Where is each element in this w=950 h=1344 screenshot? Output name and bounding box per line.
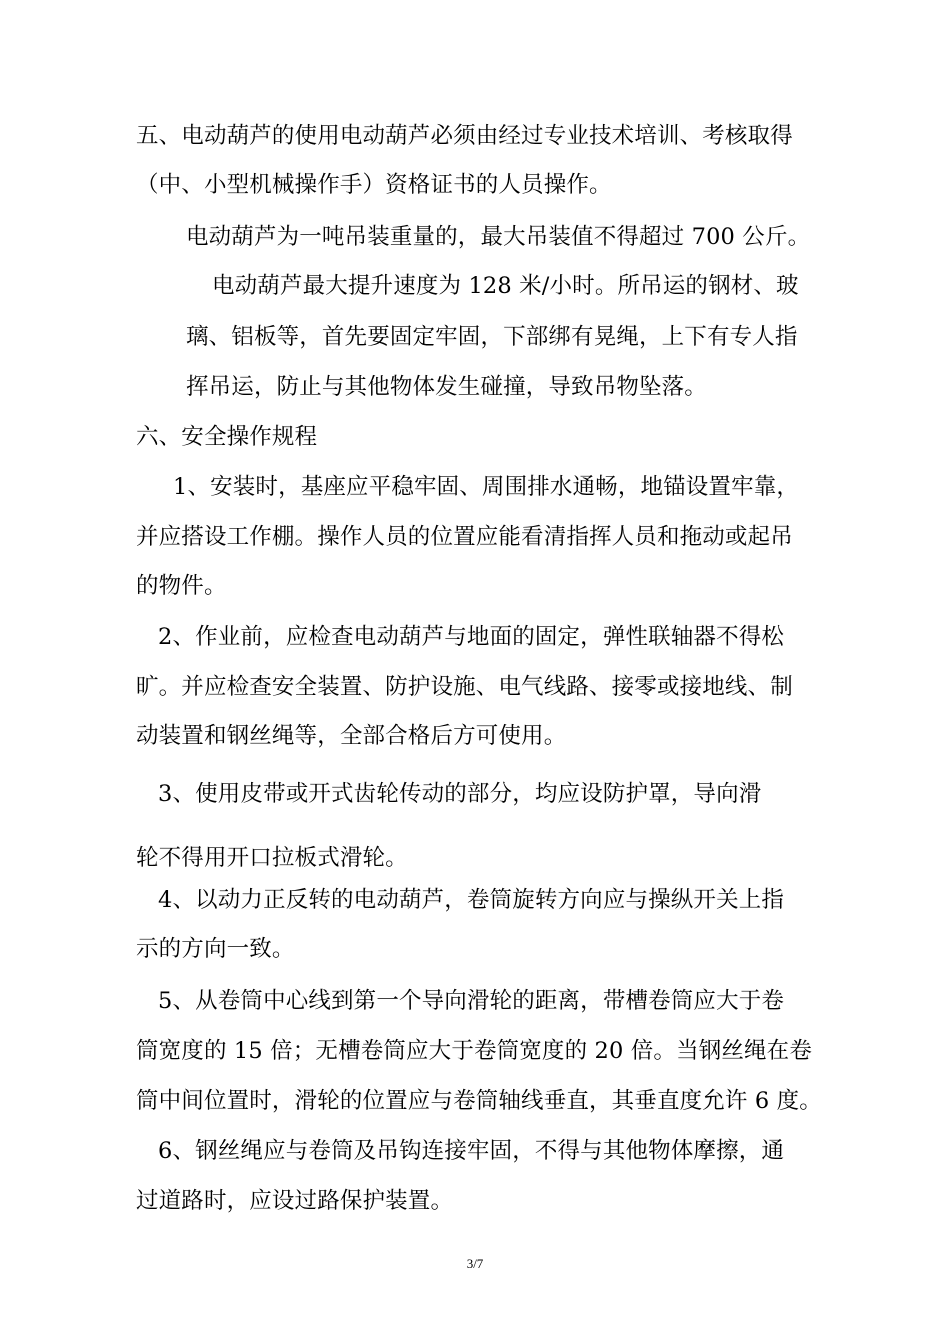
- text-line: 6、钢丝绳应与卷筒及吊钩连接牢固，不得与其他物体摩擦，通: [158, 1138, 785, 1164]
- text-line: 璃、铝板等，首先要固定牢固，下部绑有晃绳，上下有专人指: [186, 324, 798, 350]
- page-number: 3/7: [466, 1256, 484, 1271]
- text-line: 并应搭设工作棚。操作人员的位置应能看清指挥人员和拖动或起吊: [136, 524, 793, 550]
- text-line: 筒中间位置时，滑轮的位置应与卷筒轴线垂直，其垂直度允许 6 度。: [136, 1088, 822, 1114]
- text-line: 3、使用皮带或开式齿轮传动的部分，均应设防护罩，导向滑: [158, 781, 762, 807]
- text-line: 1、安装时，基座应平稳牢固、周围排水通畅，地锚设置牢靠，: [173, 474, 800, 500]
- text-line: 旷。并应检查安全装置、防护设施、电气线路、接零或接地线、制: [136, 674, 793, 700]
- text-line: 电动葫芦最大提升速度为 128 米/小时。所吊运的钢材、玻: [212, 273, 799, 299]
- text-line: 动装置和钢丝绳等，全部合格后方可使用。: [136, 723, 567, 749]
- section-heading: 六、安全操作规程: [136, 424, 318, 450]
- text-line: 示的方向一致。: [136, 936, 295, 962]
- text-line: 筒宽度的 15 倍；无槽卷筒应大于卷筒宽度的 20 倍。当钢丝绳在卷: [136, 1038, 812, 1064]
- text-line: 挥吊运，防止与其他物体发生碰撞，导致吊物坠落。: [186, 374, 707, 400]
- text-line: 2、作业前，应检查电动葫芦与地面的固定，弹性联轴器不得松: [158, 624, 785, 650]
- text-line: 轮不得用开口拉板式滑轮。: [136, 845, 408, 871]
- text-line: 5、从卷筒中心线到第一个导向滑轮的距离，带槽卷筒应大于卷: [158, 988, 785, 1014]
- text-line: 的物件。: [136, 573, 227, 599]
- text-line: 电动葫芦为一吨吊装重量的，最大吊装值不得超过 700 公斤。: [186, 224, 811, 250]
- text-line: 4、以动力正反转的电动葫芦，卷筒旋转方向应与操纵开关上指: [158, 887, 785, 913]
- text-line: （中、小型机械操作手）资格证书的人员操作。: [136, 172, 612, 198]
- text-line: 五、电动葫芦的使用电动葫芦必须由经过专业技术培训、考核取得: [136, 123, 793, 149]
- text-line: 过道路时，应设过路保护装置。: [136, 1188, 454, 1214]
